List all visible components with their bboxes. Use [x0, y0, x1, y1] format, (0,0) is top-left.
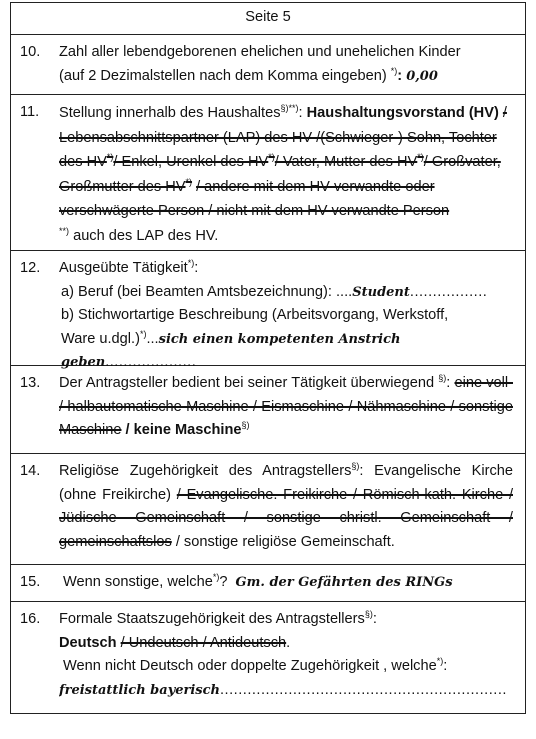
profession-label: a) Beruf (bei Beamten Amtsbezeichnung): ....	[61, 283, 353, 300]
profession-value[interactable]: Student	[352, 284, 410, 300]
item-number: 13.	[20, 375, 41, 391]
description-label: b) Stichwortartige Beschreibung (Arbeitsvorgang, Werkstoff,	[61, 307, 449, 323]
dotted-line: ...	[146, 330, 159, 347]
household-position-label: Stellung innerhalb des Haushaltes	[59, 105, 281, 121]
item-13	[11, 366, 525, 454]
colon: :	[443, 658, 448, 674]
item-text	[11, 602, 525, 706]
item-number: 16.	[20, 611, 41, 627]
colon: :	[194, 260, 199, 276]
footnote-marker: §)	[364, 609, 373, 620]
footnote-marker: *)	[139, 328, 147, 339]
item-10-line2: (auf 2 Dezimalstellen nach dem Komma eingeben)	[59, 67, 387, 84]
period: .	[286, 634, 291, 651]
struck-options: eine voll- / halbautomatische Maschine / Eismaschine / Nähmaschine / sonstige Maschine	[59, 375, 513, 438]
selected-option[interactable]: : Evangelische Kirche (ohne Freikirche)	[59, 463, 513, 503]
struck-options: / andere mit dem HV verwandte oder verschwägerte Person / nicht mit dem HV verwandte Person	[59, 178, 450, 219]
citizenship-label: Formale Staatszugehörigkeit des Antragstellers	[59, 611, 365, 627]
struck-options: / Lebensabschnittspartner (LAP) des HV /(Schwieger-) Sohn, Tochter des HV	[59, 105, 507, 170]
colon: :	[298, 105, 303, 121]
item-11-tail: auch des LAP des HV.	[73, 227, 219, 244]
item-10-line1: Zahl aller lebendgeborenen ehelichen und unehelichen Kinder	[59, 44, 461, 60]
footnote-marker: *)	[390, 65, 398, 76]
page-number: Seite 5	[245, 9, 291, 25]
item-number: 11.	[20, 104, 40, 120]
item-10	[11, 35, 525, 95]
page-header	[11, 3, 525, 35]
item-text	[11, 35, 525, 92]
dotted-line: ...............................................................	[220, 681, 507, 698]
footnote-marker: §)	[438, 373, 447, 384]
item-text	[11, 565, 525, 599]
footnote-marker: §)**)	[280, 103, 299, 114]
item-11	[11, 95, 525, 251]
footnote-marker: §)	[241, 420, 250, 431]
other-citizenship-label: Wenn nicht Deutsch oder doppelte Zugehörigkeit , welche	[63, 658, 437, 674]
item-text	[11, 454, 525, 558]
occupation-label: Ausgeübte Tätigkeit	[59, 260, 188, 276]
item-text	[11, 95, 525, 252]
colon: :	[446, 375, 451, 391]
struck-options: / Enkel, Urenkel des HV	[113, 154, 269, 170]
footnote-marker: *)	[106, 152, 114, 163]
machine-question: Der Antragsteller bedient bei seiner Tätigkeit überwiegend	[59, 375, 435, 391]
item-12	[11, 251, 525, 370]
other-religion-label: Wenn sonstige, welche	[63, 574, 213, 590]
struck-options: / Undeutsch / Antideutsch	[120, 634, 287, 651]
item-14-tail: / sonstige religiöse Gemeinschaft.	[175, 533, 395, 550]
form-table	[10, 2, 526, 714]
selected-option[interactable]: Deutsch	[59, 634, 117, 651]
other-religion-value[interactable]: Gm. der Gefährten des RINGs	[235, 575, 453, 590]
question-mark: ?	[219, 574, 228, 590]
item-text	[11, 366, 525, 447]
description-label-2: Ware u.dgl.)	[61, 330, 140, 347]
struck-options: / Großvater, Großmutter des HV	[59, 154, 501, 195]
item-number: 14.	[20, 463, 41, 479]
item-number: 15.	[20, 574, 41, 590]
description-value[interactable]: sich einen kompetenten Anstrich geben	[61, 331, 401, 370]
dotted-line: .................	[409, 283, 488, 300]
item-number: 12.	[20, 260, 41, 276]
struck-options: / Vater, Mutter des HV	[274, 154, 418, 170]
footnote-marker: *)	[436, 656, 444, 667]
struck-options: / Evangelische. Freikirche / Römisch-kath. Kirche / Jüdische Gemeinschaft / sonstige christl. Gemeinschaft / gemeinschaftslos	[59, 486, 513, 550]
footnote-marker: *)	[185, 176, 193, 187]
dotted-line: ....................	[105, 354, 197, 370]
footnote-marker: *)	[212, 572, 220, 583]
selected-option[interactable]: / keine Maschine	[125, 422, 242, 438]
footnote-marker: *)	[417, 152, 424, 163]
selected-option[interactable]: Haushaltungsvorstand (HV)	[306, 105, 499, 121]
footnote-marker: *)	[268, 152, 275, 163]
colon: :	[372, 611, 377, 627]
item-text	[11, 251, 525, 379]
item-14	[11, 454, 525, 565]
children-count-value[interactable]: 0,00	[406, 68, 438, 84]
item-number: 10.	[20, 44, 41, 60]
item-16	[11, 602, 525, 713]
footnote-marker: **)	[59, 225, 70, 236]
colon: :	[397, 67, 403, 84]
other-citizenship-value[interactable]: freistattlich bayerisch	[59, 682, 220, 698]
religion-label: Religiöse Zugehörigkeit des Antragstellers	[59, 463, 352, 479]
footnote-marker: §)	[351, 461, 360, 472]
item-15	[11, 565, 525, 602]
footnote-marker: *)	[187, 258, 195, 269]
